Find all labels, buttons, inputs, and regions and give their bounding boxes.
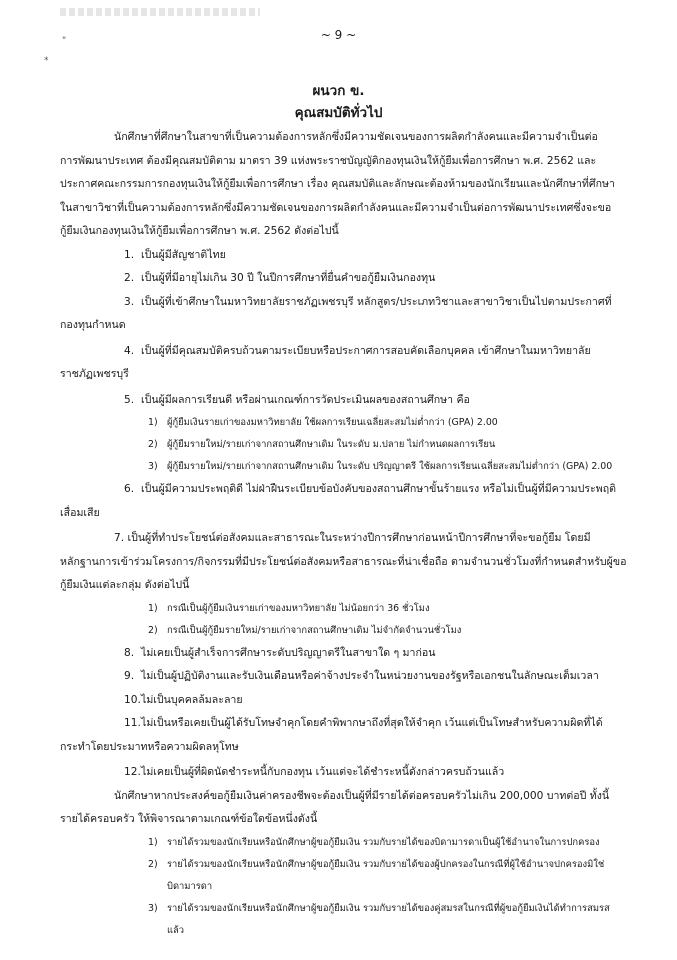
sub-item-number: 1) bbox=[148, 417, 158, 428]
sub-item-text: ผู้กู้ยืมเงินรายเก่าของมหาวิทยาลัย ใช้ผลการเรียนเฉลี่ยสะสมไม่ต่ำกว่า (GPA) 2.00 bbox=[167, 417, 498, 428]
list-item bbox=[60, 642, 630, 666]
sub-item-text: รายได้รวมของนักเรียนหรือนักศึกษาผู้ขอกู้ยืมเงิน รวมกับรายได้ของผู้ปกครองในกรณีที่ผู้ใช้อำนาจปกครองมิใช่ bbox=[167, 858, 605, 870]
sub-item-continuation bbox=[60, 876, 630, 898]
list-item bbox=[60, 665, 630, 689]
item-number: 3. bbox=[124, 295, 135, 308]
sub-item-number: 2) bbox=[148, 624, 158, 636]
item-text: เป็นผู้ที่เข้าศึกษาในมหาวิทยาลัยราชภัฏเพชรบุรี หลักสูตร/ประเภทวิชาและสาขาวิชาเป็นไปตามประกาศที่ bbox=[141, 295, 612, 308]
sub-item-number: 2) bbox=[148, 858, 158, 870]
item-number: 1. bbox=[124, 248, 135, 261]
item-7-paragraph bbox=[60, 527, 630, 598]
item-text: ไม่เคยเป็นผู้สำเร็จการศึกษาระดับปริญญาตรีในสาขาใด ๆ มาก่อน bbox=[141, 646, 436, 659]
list-item bbox=[60, 712, 630, 736]
item-continuation: กองทุนกำหนด bbox=[60, 319, 126, 331]
sub-item-continuation bbox=[60, 920, 630, 942]
income-paragraph bbox=[60, 785, 630, 832]
text-line: นักศึกษาหากประสงค์ขอกู้ยืมเงินค่าครองชีพจะต้องเป็นผู้ที่มีรายได้ต่อครอบครัวไม่เกิน 200,000 บาทต่อปี ทั้งนี้ bbox=[114, 789, 610, 802]
item-text: เป็นผู้มีความประพฤติดี ไม่ฝ่าฝืนระเบียบข้อบังคับของสถานศึกษาขั้นร้ายแรง หรือไม่เป็นผู้ที่มีความประพฤติ bbox=[141, 483, 617, 495]
sub-item-number: 2) bbox=[148, 439, 158, 450]
item-text: เป็นผู้มีสัญชาติไทย bbox=[141, 248, 226, 261]
text-line: หลักฐานการเข้าร่วมโครงการ/กิจกรรมที่มีประโยชน์ต่อสังคมหรือสาธารณะที่น่าเชื่อถือ ตามจำนวนชั่วโมงที่กำหนดสำหรับผู้ขอ bbox=[60, 555, 627, 568]
faint-header-artifact bbox=[60, 8, 260, 16]
list-item bbox=[60, 291, 630, 315]
list-item bbox=[60, 340, 630, 364]
sub-item-text: แล้ว bbox=[167, 924, 185, 936]
item-continuation: เสื่อมเสีย bbox=[60, 506, 100, 519]
text-line: ในสาขาวิชาที่เป็นความต้องการหลักซึ่งมีความชัดเจนของการผลิตกำลังคนและมีความจำเป็นต่อการพัฒนาประเทศซึ่งจะขอ bbox=[60, 201, 612, 214]
sub-item-text: บิดามารดา bbox=[167, 880, 213, 892]
sub-item bbox=[60, 832, 630, 854]
item-number: 10. bbox=[124, 693, 141, 706]
sub-item-text: รายได้รวมของนักเรียนหรือนักศึกษาผู้ขอกู้ยืมเงิน รวมกับรายได้ของคู่สมรสในกรณีที่ผู้ขอกู้ยืมเงินได้ทำการสมรส bbox=[167, 902, 610, 914]
text-line: การพัฒนาประเทศ ต้องมีคุณสมบัติตาม มาตรา 39 แห่งพระราชบัญญัติกองทุนเงินให้กู้ยืมเพื่อการศึกษา พ.ศ. 2562 และ bbox=[60, 154, 597, 167]
item-number: 12. bbox=[124, 766, 141, 778]
stray-mark: * bbox=[44, 56, 49, 66]
list-item bbox=[60, 761, 630, 785]
text-line: นักศึกษาที่ศึกษาในสาขาที่เป็นความต้องการหลักซึ่งมีความชัดเจนของการผลิตกำลังคนและมีความจำเป็นต่อ bbox=[114, 131, 598, 143]
text-line: 7. เป็นผู้ที่ทำประโยชน์ต่อสังคมและสาธารณะในระหว่างปีการศึกษาก่อนหน้าปีการศึกษาที่จะขอกู้ยืม โดยมี bbox=[114, 532, 591, 544]
text-line: กู้ยืมเงินแต่ละกลุ่ม ดังต่อไปนี้ bbox=[60, 579, 190, 591]
list-item bbox=[60, 389, 630, 413]
list-item bbox=[60, 244, 630, 268]
item-continuation: กระทำโดยประมาทหรือความผิดลหุโทษ bbox=[60, 740, 239, 753]
text-line: กู้ยืมเงินกองทุนเงินให้กู้ยืมเพื่อการศึกษา พ.ศ. 2562 ดังต่อไปนี้ bbox=[60, 225, 339, 237]
sub-item-text: ผู้กู้ยืมรายใหม่/รายเก่าจากสถานศึกษาเดิม ในระดับ ม.ปลาย ไม่กำหนดผลการเรียน bbox=[167, 439, 496, 450]
sub-item bbox=[60, 898, 630, 920]
sub-item-text: รายได้รวมของนักเรียนหรือนักศึกษาผู้ขอกู้ยืมเงิน รวมกับรายได้ของบิดามารดาเป็นผู้ใช้อำนาจในการปกครอง bbox=[167, 836, 600, 848]
sub-item-number: 3) bbox=[148, 902, 158, 914]
page-number: ~ 9 ~ bbox=[320, 28, 357, 42]
section-title: คุณสมบัติทั่วไป bbox=[294, 105, 383, 121]
item-number: 8. bbox=[124, 646, 135, 659]
item-text: เป็นผู้ที่มีคุณสมบัติครบถ้วนตามระเบียบหรือประกาศการสอบคัดเลือกบุคคล เข้าศึกษาในมหาวิทยาลัย bbox=[141, 344, 591, 357]
list-item bbox=[60, 267, 630, 291]
sub-item-number: 3) bbox=[148, 461, 158, 472]
item-number: 5. bbox=[124, 393, 135, 406]
sub-item bbox=[60, 620, 630, 642]
sub-item-number: 1) bbox=[148, 602, 158, 614]
item-number: 4. bbox=[124, 344, 135, 357]
item-text: เป็นผู้ที่มีอายุไม่เกิน 30 ปี ในปีการศึกษาที่ยื่นคำขอกู้ยืมเงินกองทุน bbox=[141, 272, 436, 284]
sub-item bbox=[60, 412, 630, 434]
sub-item-text: ผู้กู้ยืมรายใหม่/รายเก่าจากสถานศึกษาเดิม ในระดับ ปริญญาตรี ใช้ผลการเรียนเฉลี่ยสะสมไม่ต่ำกว่า (GPA) 2.00 bbox=[167, 461, 613, 472]
sub-item-number: 1) bbox=[148, 836, 158, 848]
item-number: 6. bbox=[124, 483, 135, 495]
sub-item bbox=[60, 854, 630, 876]
stray-mark: " bbox=[62, 36, 67, 46]
item-text: ไม่เคยเป็นผู้ที่ผิดนัดชำระหนี้กับกองทุน เว้นแต่จะได้ชำระหนี้ดังกล่าวครบถ้วนแล้ว bbox=[141, 766, 505, 778]
sub-item-text: กรณีเป็นผู้กู้ยืมเงินรายเก่าของมหาวิทยาลัย ไม่น้อยกว่า 36 ชั่วโมง bbox=[167, 602, 430, 614]
sub-item bbox=[60, 598, 630, 620]
item-number: 2. bbox=[124, 272, 135, 284]
sub-item bbox=[60, 456, 630, 478]
text-line: รายได้ครอบครัว ให้พิจารณาตามเกณฑ์ข้อใดข้อหนึ่งดังนี้ bbox=[60, 813, 318, 825]
item-text: ไม่เป็นผู้ปฏิบัติงานและรับเงินเดือนหรือค่าจ้างประจำในหน่วยงานของรัฐหรือเอกชนในลักษณะเต็มเวลา bbox=[141, 670, 599, 682]
list-item bbox=[60, 689, 630, 713]
sub-item-text: กรณีเป็นผู้กู้ยืมรายใหม่/รายเก่าจากสถานศึกษาเดิม ไม่จำกัดจำนวนชั่วโมง bbox=[167, 624, 462, 636]
document-body bbox=[60, 126, 630, 942]
appendix-title: ผนวก ข. bbox=[312, 83, 365, 99]
item-text: ไม่เป็นบุคคลล้มละลาย bbox=[141, 693, 243, 706]
intro-paragraph bbox=[60, 126, 630, 244]
item-number: 9. bbox=[124, 670, 135, 682]
text-line: ประกาศคณะกรรมการกองทุนเงินให้กู้ยืมเพื่อการศึกษา เรื่อง คุณสมบัติและลักษณะต้องห้ามของนักเรียนและนักศึกษาที่ศึกษา bbox=[60, 178, 615, 190]
item-text: เป็นผู้มีผลการเรียนดี หรือผ่านเกณฑ์การวัดประเมินผลของสถานศึกษา คือ bbox=[141, 393, 470, 406]
sub-item bbox=[60, 434, 630, 456]
item-continuation: ราชภัฏเพชรบุรี bbox=[60, 368, 129, 380]
item-text: ไม่เป็นหรือเคยเป็นผู้ได้รับโทษจำคุกโดยคำพิพากษาถึงที่สุดให้จำคุก เว้นแต่เป็นโทษสำหรับความผิดที่ได้ bbox=[141, 717, 603, 729]
list-item bbox=[60, 478, 630, 502]
item-number: 11. bbox=[124, 717, 141, 729]
